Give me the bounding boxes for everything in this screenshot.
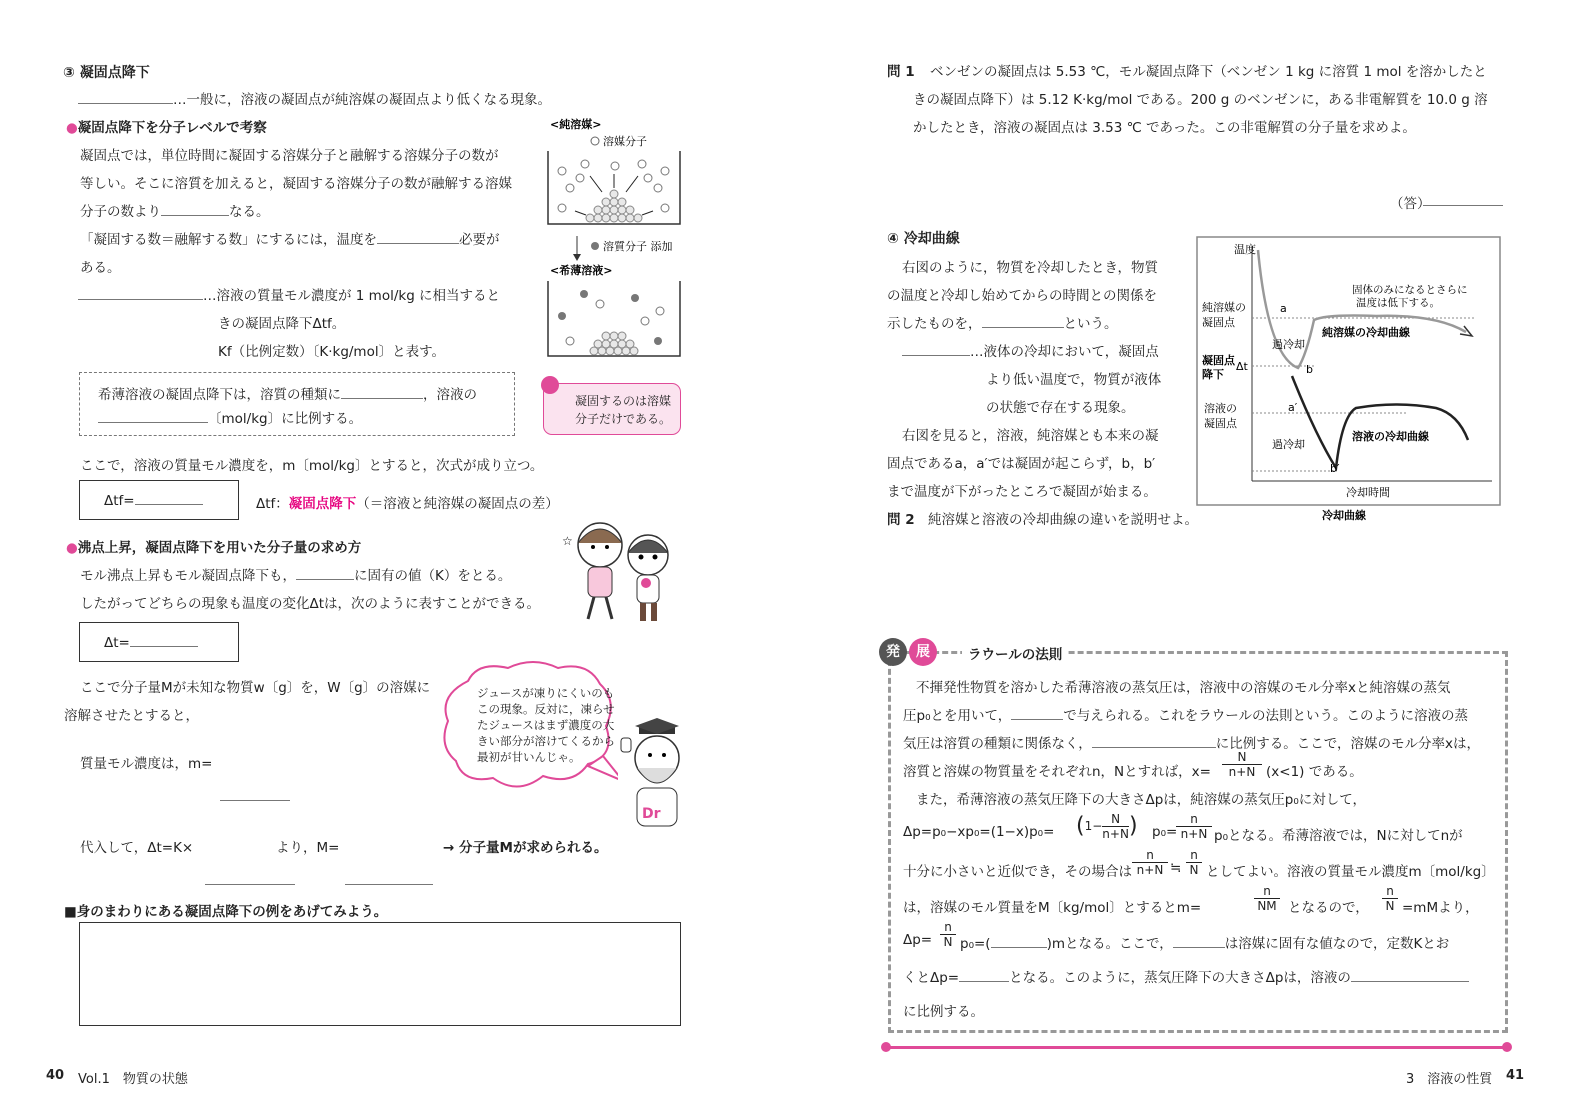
fp-depression-label: 凝固点 (1202, 354, 1235, 367)
paragraph-line: 「凝固する数＝融解する数」にするには，温度を 必要が (80, 232, 500, 248)
paragraph-line: 右図を見ると，溶液，純溶媒とも本来の凝 (902, 428, 1159, 444)
point-a-label: a (1280, 302, 1287, 315)
kf-definition-cont: きの凝固点降下Δtf。 (218, 316, 346, 332)
divider-dot (881, 1042, 891, 1052)
raoult-equation: Δp=p₀−xp₀=(1−x)p₀= (903, 824, 1055, 840)
raoult-line: =mMより， (1402, 900, 1479, 916)
answer-blank[interactable] (991, 935, 1047, 948)
fraction: n NM (1254, 884, 1280, 913)
raoult-line: 溶質と溶媒の物質量をそれぞれn，Nとすれば，x= (903, 764, 1211, 780)
raoult-line: 不揮発性物質を溶かした希薄溶液の蒸気圧は，溶液中の溶媒のモル分率xと純溶媒の蒸気 (916, 680, 1451, 696)
answer-blank[interactable] (377, 231, 459, 244)
substitution-line: 代入して，Δt=K× (80, 840, 194, 856)
question-2-text: 純溶媒と溶液の冷却曲線の違いを説明せよ。 (928, 512, 1198, 528)
dev-title: ラウールの法則 (962, 643, 1068, 663)
answer-blank[interactable] (902, 343, 970, 356)
answer-label: （答） (1390, 196, 1431, 212)
raoult-line: に比例する。 (903, 1004, 984, 1020)
solution-curve-label: 溶液の冷却曲線 (1352, 430, 1429, 443)
fraction-blank[interactable] (345, 884, 433, 885)
pure-curve-label: 純溶媒の冷却曲線 (1322, 326, 1410, 339)
paragraph-line: ある。 (80, 260, 121, 276)
answer-blank[interactable] (78, 91, 173, 104)
supercooling-label: 過冷却 (1272, 438, 1305, 451)
raoult-equation: p₀= (1152, 824, 1178, 840)
question-1-label: 問 1 (887, 64, 915, 80)
y-axis-label: 温度 (1234, 243, 1256, 256)
footer-title-left: Vol.1 物質の状態 (78, 1072, 188, 1087)
svg-text:Dr: Dr (642, 806, 661, 822)
section-title-cooling-curve: ④ 冷却曲線 (887, 231, 960, 247)
answer-blank[interactable] (959, 969, 1009, 982)
fraction-blank[interactable] (220, 800, 290, 801)
paragraph-line: …液体の冷却において，凝固点 (902, 340, 1159, 360)
paragraph-line: 示したものを， という。 (887, 316, 1118, 332)
answer-blank[interactable] (135, 492, 203, 505)
answer-blank[interactable] (1351, 969, 1469, 982)
section-title-freezing-point: ③ 凝固点降下 (63, 65, 150, 81)
answer-blank[interactable] (98, 410, 208, 423)
note-line: 凝固するのは溶媒 (575, 394, 672, 408)
solute-add-label: 溶質分子 添加 (603, 240, 673, 253)
pure-solvent-label: <純溶媒> (550, 118, 602, 131)
fraction: n N (1186, 848, 1202, 877)
raoult-line: また，希薄溶液の蒸気圧降下の大きさΔpは，純溶媒の蒸気圧p₀に対して， (916, 792, 1367, 808)
dilute-solution-label: <希薄溶液> (550, 264, 613, 277)
statement-line: 〔mol/kg〕に比例する。 (98, 407, 362, 427)
doctor-illustration (617, 718, 689, 828)
delta-t-label: Δt (1236, 360, 1248, 373)
paragraph-line: より低い温度で，物質が液体 (986, 372, 1162, 388)
paragraph-line: 右図のように，物質を冷却したとき，物質 (902, 260, 1158, 276)
answer-blank[interactable] (161, 203, 229, 216)
raoult-line: (x<1) である。 (1266, 764, 1363, 780)
point-b-prime-label: b′ (1330, 462, 1340, 475)
paragraph-line: 固点であるa，a′では凝固が起こらず，b，b′ (887, 456, 1156, 472)
cooling-curve-graph (1196, 236, 1502, 526)
paragraph-line: まで温度が下がったところで凝固が始まる。 (887, 484, 1157, 500)
approx-sign: ≒ (1170, 860, 1182, 876)
raoult-line: 圧p₀とを用いて， で与えられる。これをラウールの法則という。このように溶液の蒸 (903, 708, 1468, 724)
paragraph-line: 溶解させたとすると， (64, 708, 199, 724)
pin-icon (541, 376, 559, 394)
answer-blank[interactable] (78, 287, 203, 300)
paragraph-line: モル沸点上昇もモル凝固点降下も， に固有の値（K）をとる。 (80, 568, 512, 584)
paragraph-line: 等しい。そこに溶質を加えると，凝固する溶媒分子の数が融解する溶媒 (80, 176, 512, 192)
raoult-line: となるので， (1288, 900, 1369, 916)
question-1-line: ベンゼンの凝固点は 5.53 ℃，モル凝固点降下（ベンゼン 1 kg に溶質 1 mol を溶かしたと (930, 64, 1487, 80)
answer-blank[interactable] (1423, 205, 1503, 206)
svg-text:☆: ☆ (562, 534, 573, 548)
graph-caption: 冷却曲線 (1322, 509, 1366, 522)
pure-fp-label: 純溶媒の (1202, 301, 1246, 314)
fraction-blank[interactable] (205, 884, 295, 885)
formula-line: Δt= (104, 634, 198, 651)
note-card (543, 383, 681, 435)
raoult-line: は，溶媒のモル質量をM〔kg/mol〕とするとm= (903, 900, 1202, 916)
divider-dot (1502, 1042, 1512, 1052)
fp-depression-label: 降下 (1202, 368, 1224, 381)
note-line: 分子だけである。 (575, 412, 672, 426)
answer-blank[interactable] (130, 634, 198, 647)
answer-blank[interactable] (1173, 935, 1225, 948)
definition-text: …一般に，溶液の凝固点が純溶媒の凝固点より低くなる現象。 (173, 92, 551, 108)
raoult-line: p₀=( )mとなる。ここで， は溶媒に固有な値なので，定数Kとお (960, 936, 1450, 952)
result-line: → 分子量Mが求められる。 (443, 840, 608, 856)
kf-unit: Kf（比例定数）〔K·kg/mol〕と表す。 (218, 344, 446, 360)
dev-badge-1: 発 (879, 638, 907, 666)
question-1-line: かしたとき，溶液の凝固点は 3.53 ℃ であった。この非電解質の分子量を求めよ。 (913, 120, 1416, 136)
paragraph-line: したがってどちらの現象も温度の変化Δtは，次のように表すことができる。 (80, 596, 541, 612)
fraction: n N (940, 920, 956, 949)
definition-line (78, 88, 551, 108)
dev-badge-2: 展 (909, 638, 937, 666)
subheading-molecular: ●凝固点降下を分子レベルで考察 (66, 120, 267, 136)
x-axis-label: 冷却時間 (1346, 486, 1390, 499)
answer-blank[interactable] (296, 567, 354, 580)
solvent-molecule-legend: 溶媒分子 (603, 135, 647, 148)
question-1-line: きの凝固点降下）は 5.12 K·kg/mol である。200 g のベンゼンに，ある非電解質を 10.0 g 溶 (913, 92, 1488, 108)
paragraph-line: ここで分子量Mが未知な物質w〔g〕を，W〔g〕の溶媒に (80, 680, 431, 696)
fraction: N n+N (1222, 750, 1262, 779)
solution-fp-label: 凝固点 (1204, 417, 1237, 430)
raoult-equation: p₀となる。希薄溶液では，Nに対してnが (1214, 828, 1463, 844)
fraction: n n+N (1176, 812, 1212, 841)
substitution-line: より，M= (276, 840, 340, 856)
formula-description: Δtf：凝固点降下（＝溶液と純溶媒の凝固点の差） (256, 496, 559, 512)
children-illustration (560, 515, 685, 627)
raoult-line: くとΔp= となる。このように，蒸気圧降下の大きさΔpは，溶液の (903, 966, 1469, 986)
supercooling-label: 過冷却 (1272, 338, 1305, 351)
section-divider (884, 1046, 1507, 1049)
raoult-line: Δp= (903, 932, 933, 948)
question-2-label: 問 2 (887, 512, 915, 528)
example-answer-box[interactable] (79, 922, 681, 1026)
raoult-line: としてよい。溶液の質量モル濃度m〔mol/kg〕 (1206, 864, 1495, 880)
paragraph-line: 凝固点では，単位時間に凝固する溶媒分子と融解する溶媒分子の数が (80, 148, 499, 164)
pure-fp-label: 凝固点 (1202, 316, 1235, 329)
graph-note: 固体のみになるとさらに (1352, 284, 1468, 296)
raoult-line: 十分に小さいと近似でき，その場合は (903, 864, 1132, 880)
point-b-label: b (1306, 363, 1313, 376)
footer-title-right: 3 溶液の性質 (1406, 1072, 1493, 1087)
subheading-molecular-weight: ●沸点上昇，凝固点降下を用いた分子量の求め方 (66, 540, 362, 556)
paragraph-line: ここで，溶液の質量モル濃度を，m〔mol/kg〕とすると，次式が成り立つ。 (80, 458, 544, 474)
paragraph-line: の状態で存在する現象。 (986, 400, 1135, 416)
formula-line: Δtf= (104, 492, 203, 509)
fraction: n N (1382, 884, 1398, 913)
raoult-line: 気圧は溶質の種類に関係なく， に比例する。ここで，溶媒のモル分率xは， (903, 736, 1480, 752)
bubble-text: ジュースが凍りにくいのも この現象。反対に，凍らせ たジュースはまず濃度の大 きい部分が溶けてくるから 最初が甘いんじゃ。 (477, 686, 615, 764)
answer-blank[interactable] (341, 386, 423, 399)
statement-line: 希薄溶液の凝固点降下は，溶質の種類に ，溶液の (98, 387, 477, 403)
graph-note: 温度は低下する。 (1356, 297, 1440, 309)
point-a-prime-label: a′ (1288, 401, 1298, 414)
page-number-right: 41 (1506, 1068, 1525, 1083)
example-heading: ■身のまわりにある凝固点降下の例をあげてみよう。 (64, 904, 388, 920)
molality-line: 質量モル濃度は，m= (80, 756, 213, 772)
paragraph-line: 分子の数より なる。 (80, 204, 270, 220)
answer-blank[interactable] (1011, 707, 1063, 720)
solution-fp-label: 溶液の (1204, 402, 1237, 415)
answer-blank[interactable] (1092, 735, 1216, 748)
kf-definition: …溶液の質量モル濃度が 1 mol/kg に相当すると (78, 284, 500, 304)
paragraph-line: の温度と冷却し始めてからの時間との関係を (887, 288, 1157, 304)
answer-blank[interactable] (982, 315, 1064, 328)
fraction: (1− $\frac{N}{n+N}$ ) (1076, 812, 1138, 841)
fraction: n n+N (1132, 848, 1168, 877)
page-number-left: 40 (46, 1068, 65, 1083)
beaker-diagram (540, 116, 690, 366)
